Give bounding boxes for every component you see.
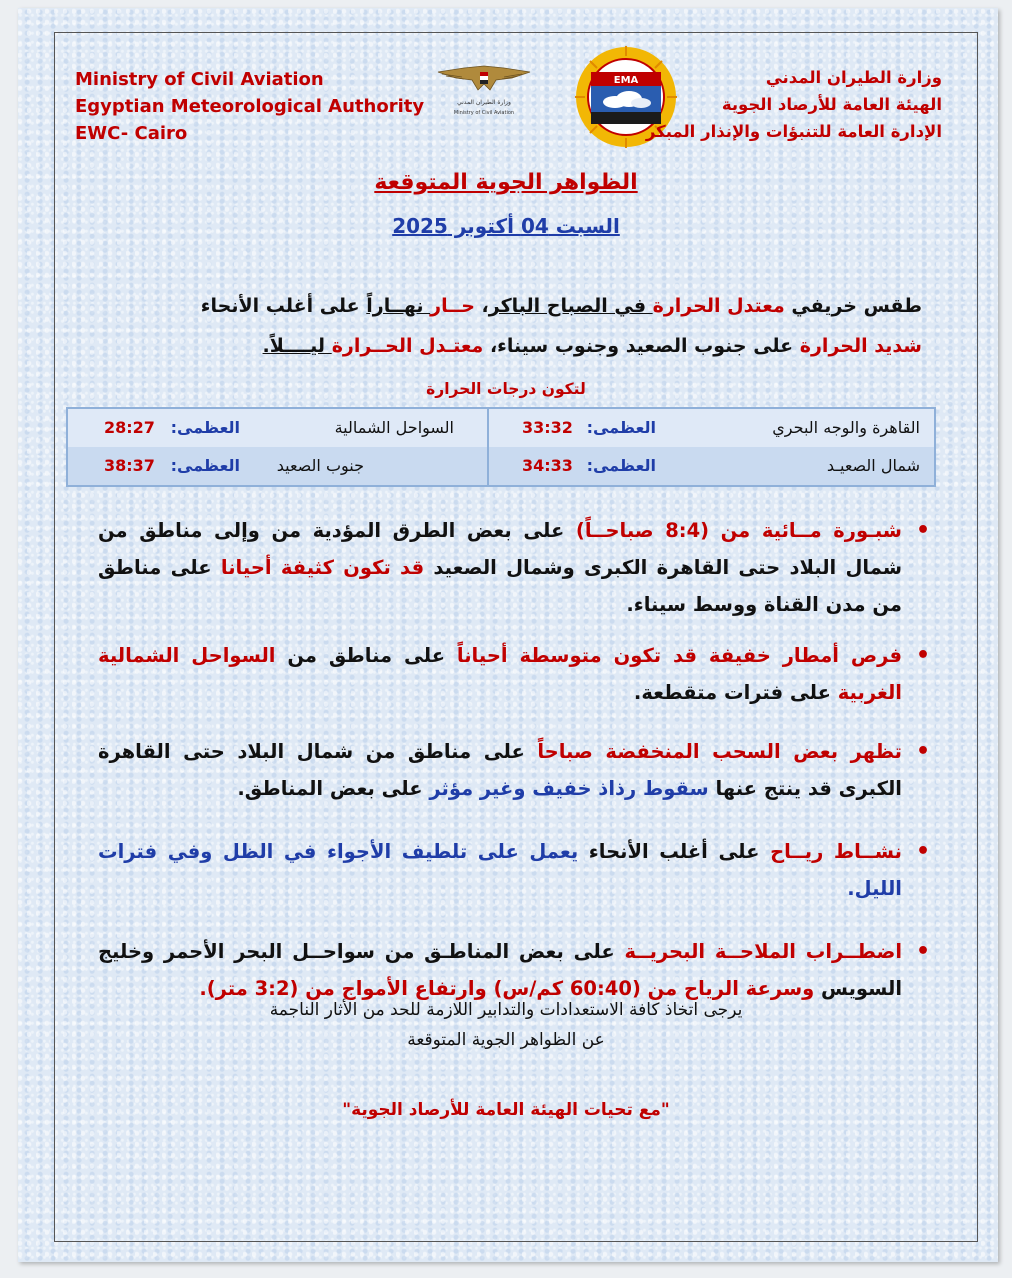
summary-part: حــار (430, 295, 475, 317)
list-item (98, 512, 934, 623)
item-text: السواحل الشمالية الغربية (98, 644, 902, 704)
arabic-header (582, 64, 942, 145)
max-value: 28:27 (104, 418, 155, 437)
closing-greeting: "مع تحيات الهيئة العامة للأرصاد الجوية" (342, 1100, 670, 1120)
summary-part: نهــاراً (366, 295, 431, 317)
ministry-name-ar: وزارة الطيران المدني (765, 68, 942, 87)
item-text: سقوط رذاذ خفيف وغير مؤثر (429, 777, 709, 800)
summary-part: على أغلب الأنحاء (200, 295, 367, 317)
summary-part: معتدل الحرارة (652, 295, 785, 317)
center-name-en: EWC- Cairo (75, 123, 188, 144)
summary-part: ليــــلاً. (262, 335, 332, 357)
authority-name-ar: الهيئة العامة للأرصاد الجوية (721, 95, 942, 114)
temperature-caption: لتكون درجات الحرارة (426, 380, 586, 398)
ema-logo-text: EMA (613, 75, 639, 86)
item-text: على أغلب الأنحاء (578, 840, 771, 863)
item-text: على فترات متقطعة. (633, 681, 838, 704)
precaution-note (0, 995, 1012, 1055)
item-text: على بعض المناطـق من سواحــل البحر الأحمر وخليج السويس (98, 940, 902, 1000)
max-label: العظمى: (586, 418, 656, 437)
weather-summary (142, 286, 922, 366)
region-name: شمال الصعيـد (826, 456, 920, 475)
item-text: على بعض المناطق. (237, 777, 430, 800)
summary-part: معتـدل الحــرارة (331, 335, 484, 357)
table-row (68, 409, 934, 449)
bulletin-title (0, 170, 1012, 195)
ministry-name-en: Ministry of Civil Aviation (75, 69, 324, 90)
max-label: العظمى: (170, 456, 240, 475)
date-text: السبت 04 أكتوبر 2025 (392, 214, 620, 238)
item-text: يعمل على تلطيف الأجواء في الظل وفي فترات الليل. (98, 840, 902, 900)
bullet-marker: • (915, 939, 930, 964)
item-text: فرص أمطار خفيفة قد تكون متوسطة أحياناً (456, 644, 902, 667)
bulletin-date (0, 214, 1012, 238)
max-label: العظمى: (586, 456, 656, 475)
temperature-table (66, 407, 936, 487)
english-header (75, 66, 424, 147)
table-divider (487, 409, 489, 485)
precaution-line: عن الظواهر الجوية المتوقعة (407, 1030, 605, 1050)
region-name: السواحل الشمالية (334, 418, 454, 437)
item-text: على مناطق من مدن القناة ووسط سيناء. (98, 556, 902, 616)
item-text: وسرعة الرياح من (60:40 كم/س) وارتفاع الأمواج من (3:2 متر). (199, 977, 815, 1000)
max-value: 38:37 (104, 456, 155, 475)
bullet-marker: • (915, 518, 930, 543)
summary-part: شديد الحرارة (799, 335, 922, 357)
region-name: القاهرة والوجه البحري (772, 418, 920, 437)
item-text: قد تكون كثيفة أحيانا (220, 556, 425, 579)
list-item (98, 833, 934, 907)
item-text: اضطــراب الملاحــة البحريــة (624, 940, 903, 963)
summary-part: ، (474, 295, 489, 317)
precaution-line: يرجى اتخاذ كافة الاستعدادات والتدابير اللازمة للحد من الأثار الناجمة (269, 1000, 743, 1020)
list-item (98, 637, 934, 711)
item-text: على بعض الطرق المؤدية من وإلى مناطق من شمال البلاد حتى القاهرة الكبرى وشمال الصعيد (98, 519, 902, 579)
list-item (98, 733, 934, 807)
forecast-department-ar: الإدارة العامة للتنبؤات والإنذار المبكر (645, 122, 942, 141)
aviation-logo-text-ar: وزارة الطيران المدني (457, 99, 511, 106)
bullet-marker: • (915, 643, 930, 668)
authority-name-en: Egyptian Meteorological Authority (75, 96, 425, 117)
item-text: على مناطق من شمال البلاد حتى القاهرة الكبرى قد ينتج عنها (98, 740, 902, 800)
item-text: نشــاط ريــاح (770, 840, 902, 863)
max-label: العظمى: (170, 418, 240, 437)
summary-part: طقس خريفي (784, 295, 922, 317)
summary-part: على جنوب الصعيد وجنوب سيناء، (483, 335, 800, 357)
table-row (68, 447, 934, 485)
item-text: شبـورة مــائية من (8:4 صباحــاً) (575, 519, 902, 542)
summary-part: في الصباح الباكر (488, 295, 653, 317)
civil-aviation-logo (434, 60, 534, 122)
region-name: جنوب الصعيد (276, 456, 364, 475)
phenomena-list (98, 512, 934, 1007)
bullet-marker: • (915, 839, 930, 864)
max-value: 33:32 (522, 418, 573, 437)
item-text: على مناطق من (275, 644, 457, 667)
aviation-logo-text-en: Ministry of Civil Aviation (453, 110, 515, 116)
bullet-marker: • (915, 739, 930, 764)
max-value: 34:33 (522, 456, 573, 475)
title-text: الظواهر الجوية المتوقعة (374, 170, 638, 195)
item-text: تظهر بعض السحب المنخفضة صباحاً (537, 740, 902, 763)
